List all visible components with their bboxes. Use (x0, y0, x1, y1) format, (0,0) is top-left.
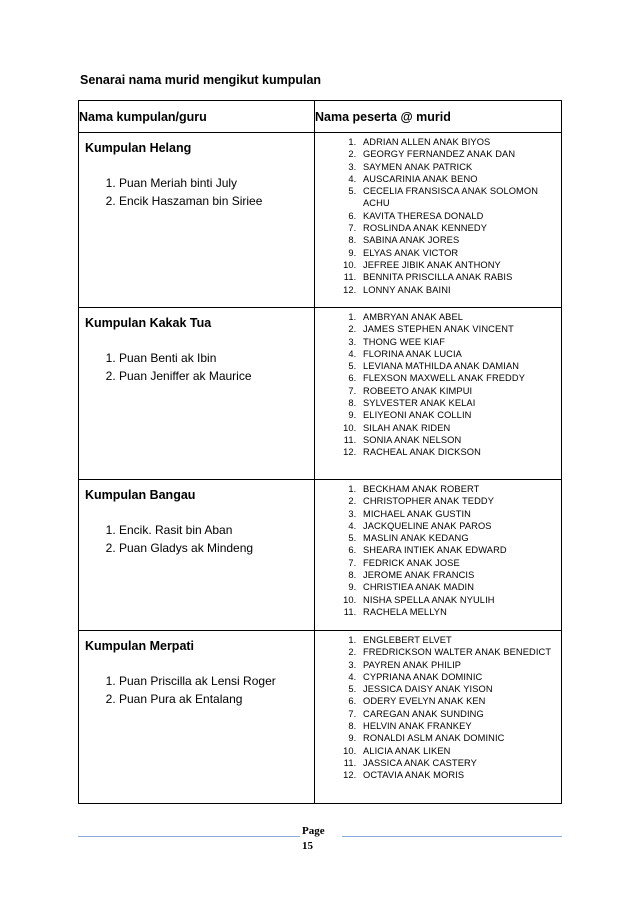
student-item: 8. HELVIN ANAK FRANKEY (359, 720, 561, 732)
student-list (315, 634, 561, 782)
group-cell (79, 133, 315, 308)
student-item: 7. ROSLINDA ANAK KENNEDY (359, 222, 561, 234)
student-item: 10. NISHA SPELLA ANAK NYULIH (359, 594, 561, 606)
document-title: Senarai nama murid mengikut kumpulan (80, 73, 322, 87)
student-item: 3. THONG WEE KIAF (359, 336, 561, 348)
page-number-block (302, 824, 325, 854)
student-item: 10. JEFREE JIBIK ANAK ANTHONY (359, 259, 561, 271)
group-cell (79, 308, 315, 480)
table-header-row (79, 101, 562, 133)
student-item: 11. JASSICA ANAK CASTERY (359, 757, 561, 769)
student-item: 7. CAREGAN ANAK SUNDING (359, 708, 561, 720)
student-item: 2. GEORGY FERNANDEZ ANAK DAN (359, 148, 561, 160)
student-item: 5. LEVIANA MATHILDA ANAK DAMIAN (359, 360, 561, 372)
student-item: 5. JESSICA DAISY ANAK YISON (359, 683, 561, 695)
student-item: 5. MASLIN ANAK KEDANG (359, 532, 561, 544)
student-item: 9. CHRISTIEA ANAK MADIN (359, 581, 561, 593)
group-table (78, 100, 562, 804)
student-item: 4. CYPRIANA ANAK DOMINIC (359, 671, 561, 683)
student-list (315, 136, 561, 296)
student-item: 9. ELYAS ANAK VICTOR (359, 247, 561, 259)
group-name: Kumpulan Merpati (85, 639, 195, 653)
student-item: 1. BECKHAM ANAK ROBERT (359, 483, 561, 495)
header-group-teacher: Nama kumpulan/guru (79, 101, 315, 133)
students-cell (315, 133, 562, 308)
group-cell (79, 480, 315, 631)
teacher-list (79, 349, 314, 385)
student-item: 5. CECELIA FRANSISCA ANAK SOLOMON ACHU (359, 185, 561, 210)
group-cell (79, 631, 315, 804)
student-item: 2. CHRISTOPHER ANAK TEDDY (359, 495, 561, 507)
student-item: 8. SYLVESTER ANAK KELAI (359, 397, 561, 409)
student-item: 9. RONALDI ASLM ANAK DOMINIC (359, 732, 561, 744)
footer-line-left (78, 836, 300, 837)
teacher-list (79, 174, 314, 210)
student-item: 8. JEROME ANAK FRANCIS (359, 569, 561, 581)
group-table-body (79, 133, 562, 804)
table-row (79, 480, 562, 631)
student-item: 4. JACKQUELINE ANAK PAROS (359, 520, 561, 532)
footer-line-right (342, 836, 562, 837)
student-item: 1. ADRIAN ALLEN ANAK BIYOS (359, 136, 561, 148)
table-row (79, 631, 562, 804)
student-item: 12. RACHEAL ANAK DICKSON (359, 446, 561, 458)
student-item: 9. ELIYEONI ANAK COLLIN (359, 409, 561, 421)
group-name: Kumpulan Helang (85, 141, 192, 155)
group-name: Kumpulan Bangau (85, 488, 196, 502)
page-label: Page (302, 825, 325, 837)
student-item: 11. SONIA ANAK NELSON (359, 434, 561, 446)
table-row (79, 133, 562, 308)
table-row (79, 308, 562, 480)
student-item: 11. RACHELA MELLYN (359, 606, 561, 618)
student-item: 3. SAYMEN ANAK PATRICK (359, 161, 561, 173)
student-item: 10. SILAH ANAK RIDEN (359, 422, 561, 434)
students-cell (315, 631, 562, 804)
page-number: 15 (302, 840, 313, 852)
teacher-item: 2. Encik Haszaman bin Siriee (119, 192, 314, 210)
teacher-item: 2. Puan Pura ak Entalang (119, 690, 314, 708)
students-cell (315, 308, 562, 480)
student-item: 8. SABINA ANAK JORES (359, 234, 561, 246)
header-participants: Nama peserta @ murid (315, 101, 562, 133)
student-item: 7. ROBEETO ANAK KIMPUI (359, 385, 561, 397)
student-item: 11. BENNITA PRISCILLA ANAK RABIS (359, 271, 561, 283)
student-list (315, 483, 561, 618)
student-item: 4. FLORINA ANAK LUCIA (359, 348, 561, 360)
student-item: 6. SHEARA INTIEK ANAK EDWARD (359, 544, 561, 556)
student-item: 6. KAVITA THERESA DONALD (359, 210, 561, 222)
teacher-item: 2. Puan Jeniffer ak Maurice (119, 367, 314, 385)
student-item: 6. FLEXSON MAXWELL ANAK FREDDY (359, 372, 561, 384)
student-item: 2. JAMES STEPHEN ANAK VINCENT (359, 323, 561, 335)
student-list (315, 311, 561, 459)
teacher-item: 1. Puan Priscilla ak Lensi Roger (119, 672, 314, 690)
student-item: 12. LONNY ANAK BAINI (359, 284, 561, 296)
student-item: 10. ALICIA ANAK LIKEN (359, 745, 561, 757)
teacher-item: 2. Puan Gladys ak Mindeng (119, 539, 314, 557)
student-item: 7. FEDRICK ANAK JOSE (359, 557, 561, 569)
student-item: 3. PAYREN ANAK PHILIP (359, 659, 561, 671)
students-cell (315, 480, 562, 631)
student-item: 6. ODERY EVELYN ANAK KEN (359, 695, 561, 707)
student-item: 3. MICHAEL ANAK GUSTIN (359, 508, 561, 520)
student-item: 1. AMBRYAN ANAK ABEL (359, 311, 561, 323)
teacher-item: 1. Encik. Rasit bin Aban (119, 521, 314, 539)
teacher-item: 1. Puan Benti ak Ibin (119, 349, 314, 367)
teacher-item: 1. Puan Meriah binti July (119, 174, 314, 192)
teacher-list (79, 521, 314, 557)
student-item: 2. FREDRICKSON WALTER ANAK BENEDICT (359, 646, 561, 658)
student-item: 1. ENGLEBERT ELVET (359, 634, 561, 646)
student-item: 12. OCTAVIA ANAK MORIS (359, 769, 561, 781)
student-item: 4. AUSCARINIA ANAK BENO (359, 173, 561, 185)
teacher-list (79, 672, 314, 708)
group-name: Kumpulan Kakak Tua (85, 316, 212, 330)
